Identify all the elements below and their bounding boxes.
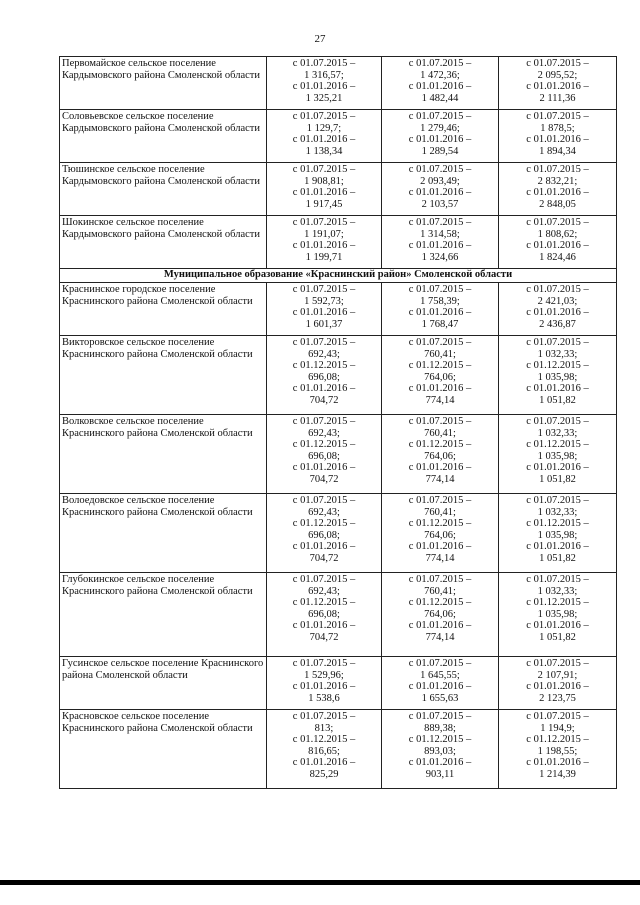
tariff-period: с 01.07.2015 – xyxy=(408,164,472,175)
tariff-cell xyxy=(382,710,499,789)
tariff-value: 1 279,46; xyxy=(420,122,460,134)
settlement-name: Волковское сельское поселение Краснинского района Смоленской области xyxy=(60,415,267,494)
tariff-period: с 01.12.2015 – xyxy=(408,360,472,372)
tariff-value: 704,72 xyxy=(309,552,339,564)
table-row xyxy=(60,163,617,216)
tariff-value: 1 035,98; xyxy=(537,371,578,383)
tariff-period: с 01.12.2015 – xyxy=(292,597,356,609)
settlement-name: Тюшинское сельское поселение Кардымовского района Смоленской области xyxy=(60,163,267,216)
tariff-cell xyxy=(267,657,382,710)
tariff-period: с 01.07.2015 – xyxy=(292,111,356,122)
tariff-period: с 01.07.2015 – xyxy=(408,337,472,348)
table-row xyxy=(60,216,617,269)
table-row xyxy=(60,110,617,163)
tariff-value: 1 808,62; xyxy=(537,228,578,240)
tariff-cell xyxy=(382,494,499,573)
tariff-cell xyxy=(499,415,617,494)
tariff-cell xyxy=(382,110,499,163)
tariff-period: с 01.01.2016 – xyxy=(408,681,472,693)
tariff-value: 692,43; xyxy=(308,348,340,360)
tariff-value: 1 214,39 xyxy=(539,768,576,780)
tariff-value: 1 324,66 xyxy=(421,251,459,263)
tariff-cell xyxy=(382,163,499,216)
settlement-name: Первомайское сельское поселение Кардымовского района Смоленской области xyxy=(60,57,267,110)
tariff-value: 1 894,34 xyxy=(539,145,576,157)
table-row xyxy=(60,494,617,573)
tariff-value: 696,08; xyxy=(308,608,340,620)
tariff-period: с 01.07.2015 – xyxy=(292,574,356,585)
tariff-value: 2 103,57 xyxy=(421,198,459,210)
tariff-period: с 01.12.2015 – xyxy=(292,518,356,530)
tariff-period: с 01.01.2016 – xyxy=(526,307,589,319)
tariff-value: 692,43; xyxy=(308,585,340,597)
tariff-value: 2 421,03; xyxy=(537,295,578,307)
tariff-cell xyxy=(499,110,617,163)
tariff-period: с 01.01.2016 – xyxy=(408,462,472,474)
tariff-period: с 01.07.2015 – xyxy=(292,164,356,175)
tariff-value: 889,38; xyxy=(424,722,456,734)
tariff-period: с 01.12.2015 – xyxy=(526,597,589,609)
tariff-value: 2 848,05 xyxy=(539,198,576,210)
tariff-value: 1 314,58; xyxy=(420,228,460,240)
tariff-cell xyxy=(267,336,382,415)
tariff-period: с 01.01.2016 – xyxy=(526,681,589,693)
tariff-value: 1 645,55; xyxy=(420,669,460,681)
tariff-period: с 01.12.2015 – xyxy=(292,734,356,746)
tariff-period: с 01.07.2015 – xyxy=(526,337,589,348)
tariff-value: 1 316,57; xyxy=(304,69,344,81)
tariff-period: с 01.07.2015 – xyxy=(408,711,472,722)
tariff-value: 760,41; xyxy=(424,585,456,597)
tariff-value: 1 917,45 xyxy=(305,198,343,210)
tariff-value: 2 093,49; xyxy=(420,175,460,187)
tariff-cell xyxy=(267,494,382,573)
tariff-period: с 01.12.2015 – xyxy=(408,734,472,746)
tariff-period: с 01.01.2016 – xyxy=(292,81,356,93)
tariff-value: 1 032,33; xyxy=(537,427,578,439)
tariff-value: 1 051,82 xyxy=(539,631,576,643)
tariff-value: 1 768,47 xyxy=(421,318,459,330)
table-row xyxy=(60,57,617,110)
tariff-value: 893,03; xyxy=(424,745,456,757)
tariff-period: с 01.01.2016 – xyxy=(292,240,356,252)
settlement-name: Красновское сельское поселение Краснинского района Смоленской области xyxy=(60,710,267,789)
tariff-value: 1 194,9; xyxy=(540,722,575,734)
tariff-period: с 01.07.2015 – xyxy=(292,58,356,69)
tariff-value: 1 191,07; xyxy=(304,228,344,240)
tariff-value: 1 529,96; xyxy=(304,669,344,681)
tariff-period: с 01.07.2015 – xyxy=(292,284,356,295)
tariff-cell xyxy=(382,657,499,710)
tariff-value: 764,06; xyxy=(424,608,456,620)
tariff-period: с 01.12.2015 – xyxy=(408,518,472,530)
tariff-value: 692,43; xyxy=(308,427,340,439)
tariff-cell xyxy=(499,710,617,789)
tariff-period: с 01.01.2016 – xyxy=(408,240,472,252)
tariff-period: с 01.12.2015 – xyxy=(408,439,472,451)
tariff-period: с 01.07.2015 – xyxy=(526,58,589,69)
tariff-value: 704,72 xyxy=(309,394,339,406)
settlement-name: Краснинское городское поселение Краснинского района Смоленской области xyxy=(60,283,267,336)
tariff-value: 1 138,34 xyxy=(305,145,343,157)
tariff-period: с 01.01.2016 – xyxy=(292,681,356,693)
tariff-cell xyxy=(267,163,382,216)
section-header-row xyxy=(60,269,617,283)
tariff-value: 774,14 xyxy=(425,552,455,564)
tariff-cell xyxy=(499,216,617,269)
table-row xyxy=(60,573,617,657)
tariff-period: с 01.12.2015 – xyxy=(408,597,472,609)
tariff-value: 1 032,33; xyxy=(537,348,578,360)
tariff-table-body xyxy=(60,57,617,789)
tariff-period: с 01.12.2015 – xyxy=(526,734,589,746)
tariff-period: с 01.07.2015 – xyxy=(292,495,356,506)
tariff-period: с 01.07.2015 – xyxy=(408,416,472,427)
tariff-value: 2 111,36 xyxy=(539,92,576,104)
tariff-period: с 01.01.2016 – xyxy=(408,187,472,199)
tariff-value: 1 198,55; xyxy=(537,745,578,757)
tariff-period: с 01.01.2016 – xyxy=(526,134,589,146)
tariff-period: с 01.01.2016 – xyxy=(526,81,589,93)
page-number: 27 xyxy=(314,33,326,45)
tariff-period: с 01.07.2015 – xyxy=(526,574,589,585)
table-row xyxy=(60,283,617,336)
table-row xyxy=(60,336,617,415)
tariff-period: с 01.12.2015 – xyxy=(292,439,356,451)
tariff-value: 774,14 xyxy=(425,394,455,406)
tariff-value: 2 436,87 xyxy=(539,318,576,330)
tariff-cell xyxy=(382,216,499,269)
tariff-value: 1 032,33; xyxy=(537,585,578,597)
tariff-cell xyxy=(499,163,617,216)
tariff-period: с 01.07.2015 – xyxy=(526,284,589,295)
tariff-value: 1 129,7; xyxy=(306,122,342,134)
tariff-value: 903,11 xyxy=(425,768,455,780)
tariff-cell xyxy=(499,283,617,336)
tariff-period: с 01.01.2016 – xyxy=(526,187,589,199)
tariff-period: с 01.07.2015 – xyxy=(526,658,589,669)
tariff-period: с 01.07.2015 – xyxy=(408,495,472,506)
table-row xyxy=(60,415,617,494)
tariff-period: с 01.01.2016 – xyxy=(292,187,356,199)
table-row xyxy=(60,657,617,710)
tariff-cell xyxy=(499,57,617,110)
tariff-value: 1 035,98; xyxy=(537,608,578,620)
tariff-period: с 01.12.2015 – xyxy=(292,360,356,372)
settlement-name: Викторовское сельское поселение Краснинского района Смоленской области xyxy=(60,336,267,415)
tariff-period: с 01.01.2016 – xyxy=(526,462,589,474)
tariff-period: с 01.01.2016 – xyxy=(408,757,472,769)
tariff-cell xyxy=(267,110,382,163)
tariff-cell xyxy=(382,336,499,415)
tariff-period: с 01.01.2016 – xyxy=(408,620,472,632)
tariff-period: с 01.07.2015 – xyxy=(292,711,356,722)
tariff-value: 774,14 xyxy=(425,631,455,643)
tariff-period: с 01.07.2015 – xyxy=(526,495,589,506)
tariff-period: с 01.01.2016 – xyxy=(526,620,589,632)
tariff-value: 696,08; xyxy=(308,371,340,383)
tariff-period: с 01.01.2016 – xyxy=(408,307,472,319)
tariff-value: 1 908,81; xyxy=(304,175,344,187)
tariff-value: 696,08; xyxy=(308,529,340,541)
tariff-period: с 01.01.2016 – xyxy=(292,383,356,395)
tariff-value: 825,29 xyxy=(309,768,339,780)
tariff-value: 2 832,21; xyxy=(537,175,578,187)
tariff-period: с 01.01.2016 – xyxy=(292,307,356,319)
tariff-value: 764,06; xyxy=(424,529,456,541)
tariff-period: с 01.01.2016 – xyxy=(292,757,356,769)
tariff-period: с 01.07.2015 – xyxy=(292,337,356,348)
tariff-period: с 01.07.2015 – xyxy=(408,58,472,69)
tariff-value: 1 824,46 xyxy=(539,251,576,263)
tariff-value: 704,72 xyxy=(309,473,339,485)
tariff-value: 1 051,82 xyxy=(539,552,576,564)
tariff-period: с 01.07.2015 – xyxy=(526,416,589,427)
tariff-period: с 01.01.2016 – xyxy=(526,383,589,395)
tariff-value: 764,06; xyxy=(424,450,456,462)
tariff-value: 2 107,91; xyxy=(537,669,578,681)
tariff-value: 1 655,63 xyxy=(421,692,459,704)
tariff-period: с 01.01.2016 – xyxy=(408,541,472,553)
tariff-value: 692,43; xyxy=(308,506,340,518)
tariff-period: с 01.12.2015 – xyxy=(526,439,589,451)
tariff-value: 1 482,44 xyxy=(421,92,459,104)
tariff-table xyxy=(59,56,617,789)
tariff-value: 2 095,52; xyxy=(537,69,578,81)
tariff-period: с 01.01.2016 – xyxy=(292,541,356,553)
tariff-cell xyxy=(267,573,382,657)
tariff-value: 704,72 xyxy=(309,631,339,643)
tariff-period: с 01.01.2016 – xyxy=(292,462,356,474)
tariff-cell xyxy=(267,57,382,110)
tariff-period: с 01.01.2016 – xyxy=(526,541,589,553)
tariff-value: 760,41; xyxy=(424,348,456,360)
section-title: Муниципальное образование «Краснинский район» Смоленской области xyxy=(60,269,617,283)
tariff-period: с 01.01.2016 – xyxy=(526,757,589,769)
tariff-value: 1 032,33; xyxy=(537,506,578,518)
tariff-cell xyxy=(499,494,617,573)
tariff-value: 1 878,5; xyxy=(540,122,575,134)
tariff-value: 2 123,75 xyxy=(539,692,576,704)
tariff-period: с 01.01.2016 – xyxy=(408,383,472,395)
tariff-value: 1 472,36; xyxy=(420,69,460,81)
tariff-value: 1 035,98; xyxy=(537,529,578,541)
tariff-cell xyxy=(382,573,499,657)
tariff-value: 1 601,37 xyxy=(305,318,343,330)
settlement-name: Гусинское сельское поселение Краснинского района Смоленской области xyxy=(60,657,267,710)
tariff-value: 1 035,98; xyxy=(537,450,578,462)
tariff-period: с 01.07.2015 – xyxy=(408,658,472,669)
tariff-cell xyxy=(382,57,499,110)
settlement-name: Шокинское сельское поселение Кардымовского района Смоленской области xyxy=(60,216,267,269)
tariff-period: с 01.07.2015 – xyxy=(526,217,589,228)
tariff-value: 760,41; xyxy=(424,427,456,439)
tariff-value: 760,41; xyxy=(424,506,456,518)
tariff-cell xyxy=(499,657,617,710)
tariff-period: с 01.07.2015 – xyxy=(292,217,356,228)
tariff-period: с 01.07.2015 – xyxy=(526,164,589,175)
settlement-name: Волоедовское сельское поселение Краснинского района Смоленской области xyxy=(60,494,267,573)
tariff-cell xyxy=(499,336,617,415)
tariff-value: 774,14 xyxy=(425,473,455,485)
tariff-cell xyxy=(499,573,617,657)
tariff-cell xyxy=(267,710,382,789)
tariff-period: с 01.07.2015 – xyxy=(408,284,472,295)
tariff-period: с 01.01.2016 – xyxy=(408,81,472,93)
tariff-period: с 01.07.2015 – xyxy=(292,658,356,669)
tariff-period: с 01.01.2016 – xyxy=(408,134,472,146)
tariff-cell xyxy=(267,415,382,494)
tariff-period: с 01.07.2015 – xyxy=(526,111,589,122)
bottom-rule xyxy=(0,880,640,885)
tariff-period: с 01.07.2015 – xyxy=(408,217,472,228)
settlement-name: Глубокинское сельское поселение Краснинского района Смоленской области xyxy=(60,573,267,657)
tariff-cell xyxy=(267,216,382,269)
tariff-cell xyxy=(382,283,499,336)
tariff-value: 1 289,54 xyxy=(421,145,459,157)
tariff-value: 1 199,71 xyxy=(305,251,343,263)
tariff-value: 813; xyxy=(314,722,334,734)
tariff-cell xyxy=(382,415,499,494)
table-row xyxy=(60,710,617,789)
tariff-period: с 01.01.2016 – xyxy=(292,134,356,146)
tariff-cell xyxy=(267,283,382,336)
tariff-value: 1 325,21 xyxy=(305,92,343,104)
tariff-period: с 01.12.2015 – xyxy=(526,518,589,530)
tariff-value: 764,06; xyxy=(424,371,456,383)
tariff-value: 1 538,6 xyxy=(308,692,340,704)
tariff-value: 696,08; xyxy=(308,450,340,462)
tariff-period: с 01.01.2016 – xyxy=(526,240,589,252)
tariff-value: 1 592,73; xyxy=(304,295,344,307)
tariff-value: 816,65; xyxy=(308,745,340,757)
tariff-period: с 01.07.2015 – xyxy=(292,416,356,427)
tariff-period: с 01.07.2015 – xyxy=(408,111,472,122)
tariff-period: с 01.01.2016 – xyxy=(292,620,356,632)
tariff-value: 1 051,82 xyxy=(539,394,576,406)
settlement-name: Соловьевское сельское поселение Кардымовского района Смоленской области xyxy=(60,110,267,163)
tariff-value: 1 051,82 xyxy=(539,473,576,485)
tariff-period: с 01.07.2015 – xyxy=(408,574,472,585)
tariff-value: 1 758,39; xyxy=(420,295,460,307)
tariff-period: с 01.07.2015 – xyxy=(526,711,589,722)
tariff-period: с 01.12.2015 – xyxy=(526,360,589,372)
